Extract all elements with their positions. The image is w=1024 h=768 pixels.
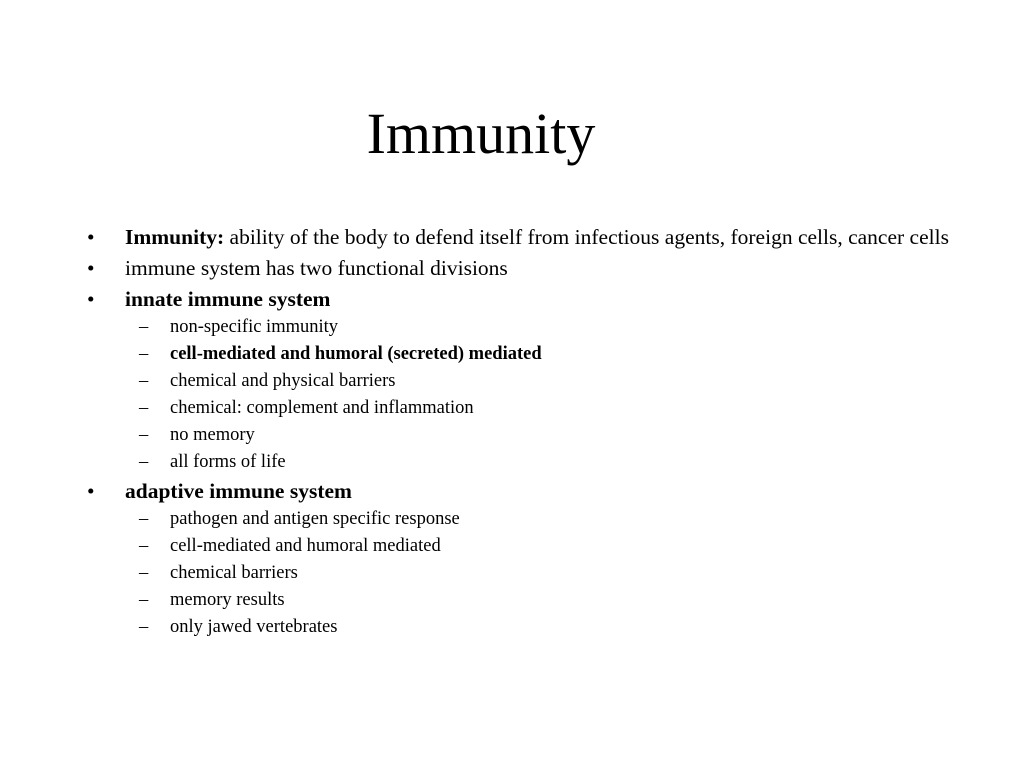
sub-item bbox=[0, 562, 1024, 584]
bullet-text: immune system has two functional divisions bbox=[125, 256, 508, 280]
sub-item bbox=[0, 508, 1024, 530]
sub-item-text: chemical and physical barriers bbox=[170, 371, 396, 391]
bullet-text: ability of the body to defend itself from infectious agents, foreign cells, cancer cells bbox=[224, 225, 949, 249]
dash-marker: – bbox=[139, 452, 149, 472]
bullet-item-innate bbox=[0, 286, 995, 312]
sub-item bbox=[0, 451, 1024, 473]
dash-marker: – bbox=[139, 371, 149, 391]
bullet-list bbox=[0, 224, 1024, 643]
bullet-marker: • bbox=[87, 287, 95, 311]
dash-marker: – bbox=[139, 425, 149, 445]
dash-marker: – bbox=[139, 563, 149, 583]
sub-item-text: pathogen and antigen specific response bbox=[170, 509, 460, 529]
sub-item bbox=[0, 343, 1024, 365]
sub-item-text: only jawed vertebrates bbox=[170, 617, 338, 637]
sub-item-text: non-specific immunity bbox=[170, 317, 339, 337]
dash-marker: – bbox=[139, 398, 149, 418]
sub-item bbox=[0, 535, 1024, 557]
innate-sublist bbox=[0, 316, 1024, 473]
dash-marker: – bbox=[139, 617, 149, 637]
sub-item bbox=[0, 424, 1024, 446]
slide-title: Immunity bbox=[366, 101, 596, 166]
sub-item-text: no memory bbox=[170, 425, 255, 445]
bullet-item-immunity-definition bbox=[0, 224, 995, 250]
sub-item-bold-text: cell-mediated and humoral (secreted) mediated bbox=[170, 344, 542, 364]
bullet-marker: • bbox=[87, 479, 95, 503]
sub-item-text: chemical barriers bbox=[170, 563, 298, 583]
bullet-bold-label: Immunity: bbox=[125, 225, 225, 249]
sub-item bbox=[0, 397, 1024, 419]
bullet-item-functional-divisions bbox=[0, 255, 995, 281]
sub-item-text: memory results bbox=[170, 590, 285, 610]
dash-marker: – bbox=[139, 536, 149, 556]
sub-item bbox=[0, 316, 1024, 338]
bullet-marker: • bbox=[87, 256, 95, 280]
sub-item-text: cell-mediated and humoral mediated bbox=[170, 536, 441, 556]
bullet-marker: • bbox=[87, 225, 95, 249]
dash-marker: – bbox=[139, 509, 149, 529]
sub-item bbox=[0, 589, 1024, 611]
bullet-bold-label: innate immune system bbox=[125, 287, 331, 311]
sub-item-text: all forms of life bbox=[170, 452, 286, 472]
sub-item bbox=[0, 616, 1024, 638]
bullet-bold-label: adaptive immune system bbox=[125, 479, 352, 503]
dash-marker: – bbox=[139, 590, 149, 610]
dash-marker: – bbox=[139, 317, 149, 337]
sub-item bbox=[0, 370, 1024, 392]
sub-item-text: chemical: complement and inflammation bbox=[170, 398, 474, 418]
dash-marker: – bbox=[139, 344, 149, 364]
adaptive-sublist bbox=[0, 508, 1024, 638]
bullet-item-adaptive bbox=[0, 478, 995, 504]
